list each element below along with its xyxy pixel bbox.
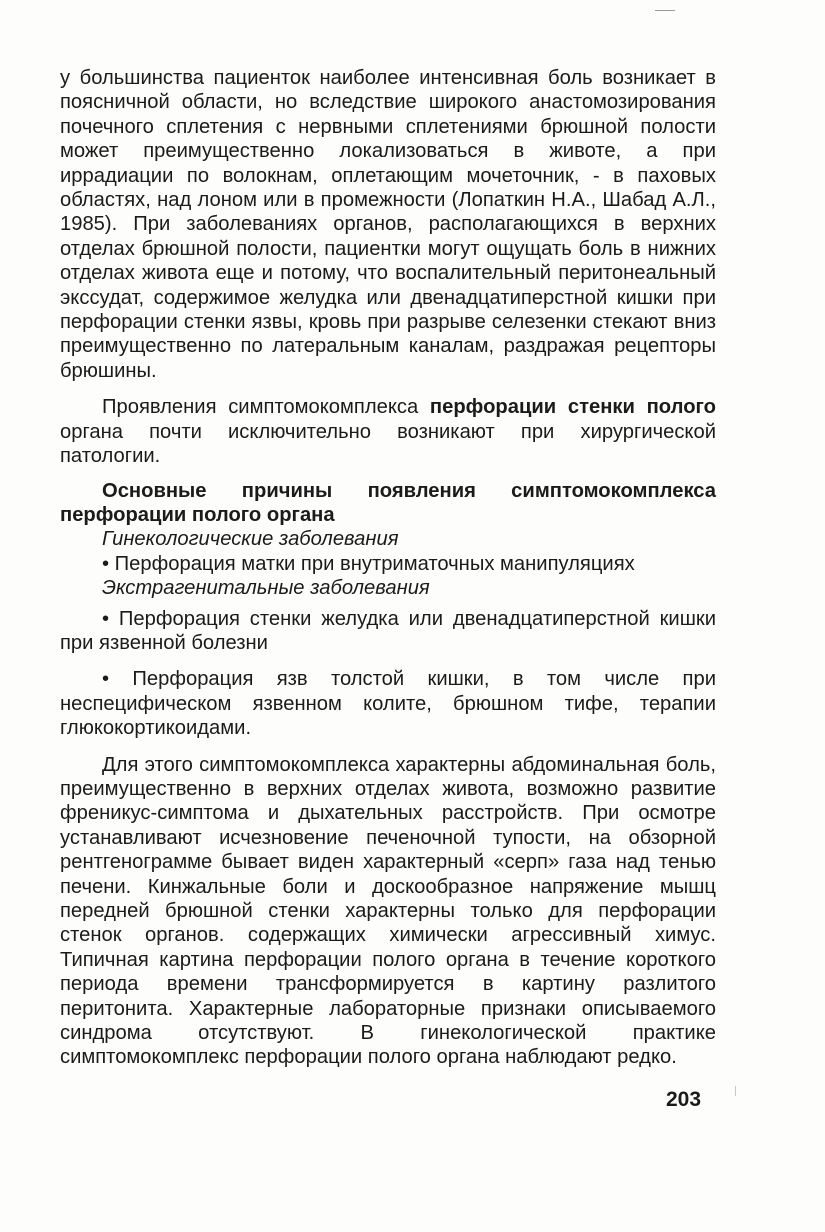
page-body [60,66,716,1070]
section-heading: Основные причины появления симптомокомплекса перфорации полого органа [60,479,716,526]
page-number: 203 [666,1088,702,1111]
paragraph-2-start: Проявления симптомокомплекса [102,396,430,419]
subheading-gynecological: Гинекологические заболевания [102,528,399,551]
subheading-extragenital: Экстрагенитальные заболевания [102,577,430,600]
paragraph-3: Для этого симптомокомплекса характерны абдоминальная боль, преимущественно в верхних отделах живота, возможно развитие френикус-симптома и дыхательных расстройств. При осмотре устанавливают исчезновение печеночной тупости, на обзорной рентгенограмме бывает виден характерный «серп» газа над тенью печени. Кинжальные боли и доскообразное напряжение мышц передней брюшной стенки характерны только для перфорации стенок органов. содержащих химически агрессивный химус. Типичная картина перфорации полого органа в течение короткого периода времени трансформируется в картину разлитого перитонита. Характерные лабораторные признаки описываемого синдрома отсутствуют. В гинекологической практике симптомокомплекс перфорации полого органа наблюдают редко. [60,753,716,1069]
paragraph-2-end: органа почти исключительно возникают при хирургической патологии. [60,420,716,468]
margin-tick-mark [735,1086,736,1096]
paragraph-2-bold: перфорации стенки полого [429,396,716,419]
bullet-stomach-perforation: • Перфорация стенки желудка или двенадцатиперстной кишки при язвенной болезни [60,607,716,654]
top-edge-mark [655,10,675,11]
paragraph-1: у большинства пациенток наиболее интенсивная боль возникает в поясничной области, но вследствие широкого анастомозирования почечного сплетения с нервными сплетениями брюшной полости может преимущественно локализоваться в животе, а при иррадиации по волокнам, оплетающим мочеточник, - в паховых областях, над лоном или в промежности (Лопаткин Н.А., Шабад А.Л., 1985). При заболеваниях органов, располагающихся в верхних отделах брюшной полости, пациентки могут ощущать боль в нижних отделах живота еще и потому, что воспалительный перитонеальный экссудат, содержимое желудка или двенадцатиперстной кишки при перфорации стенки язвы, кровь при разрыве селезенки стекают вниз преимущественно по латеральным каналам, раздражая рецепторы брюшины. [60,67,716,382]
bullet-uterus-perforation: • Перфорация матки при внутриматочных манипуляциях [102,552,635,575]
paragraph-2 [60,395,716,468]
bullet-colon-perforation: • Перфорация язв толстой кишки, в том числе при неспецифическом язвенном колите, брюшном тифе, терапии глюкокортикоидами. [60,668,716,740]
